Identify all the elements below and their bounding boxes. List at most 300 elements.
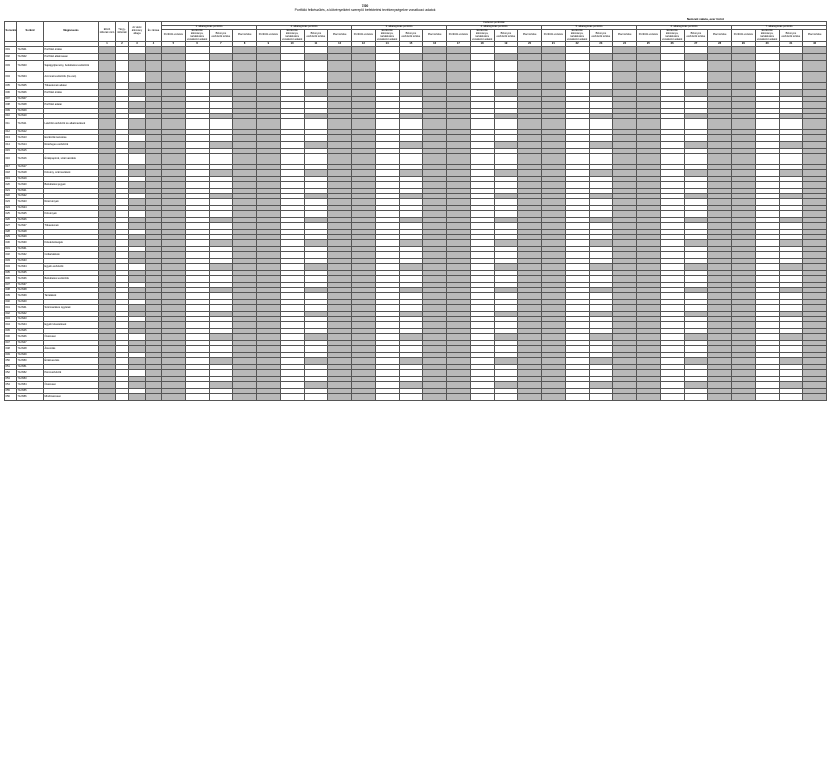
data-cell <box>185 211 209 218</box>
row-code: 712N35 <box>17 271 44 276</box>
data-cell <box>779 142 803 149</box>
row-number: 032 <box>5 252 17 259</box>
data-cell <box>399 276 423 283</box>
data-cell <box>328 211 352 218</box>
data-cell <box>423 135 447 142</box>
data-cell <box>803 334 827 341</box>
data-cell <box>280 211 304 218</box>
data-cell <box>233 394 257 401</box>
data-cell <box>732 211 756 218</box>
data-cell <box>542 382 566 389</box>
col-group-1: 1. alkategóriás portfólió <box>162 25 257 29</box>
data-cell <box>375 322 399 329</box>
data-cell <box>660 61 684 72</box>
data-cell <box>116 322 129 329</box>
data-cell <box>328 240 352 247</box>
col-sub: Eszközök állománya, tartalékokra vonatkozó adatok <box>661 28 683 41</box>
data-cell <box>423 142 447 149</box>
data-cell <box>209 90 233 97</box>
data-cell <box>660 47 684 54</box>
data-cell <box>233 135 257 142</box>
data-cell <box>637 142 661 149</box>
report-table <box>4 21 827 401</box>
data-cell <box>755 240 779 247</box>
data-cell <box>209 293 233 300</box>
data-cell <box>518 199 542 206</box>
data-cell <box>146 72 162 83</box>
data-cell <box>99 54 116 61</box>
data-cell <box>129 135 146 142</box>
data-cell <box>399 47 423 54</box>
row-code: 712N12 <box>17 130 44 135</box>
data-cell <box>352 90 376 97</box>
data-cell <box>233 154 257 165</box>
data-cell <box>209 394 233 401</box>
row-code: 712N50 <box>17 358 44 365</box>
data-cell <box>637 90 661 97</box>
data-cell <box>684 370 708 377</box>
row-label: Összesen <box>44 334 99 341</box>
col-sorkod: Sorkód <box>17 22 44 42</box>
data-cell <box>708 370 732 377</box>
data-cell <box>542 264 566 271</box>
col-sub: Portfólió vezetés <box>162 29 186 42</box>
data-cell <box>803 182 827 189</box>
data-cell <box>518 54 542 61</box>
table-row <box>5 223 827 230</box>
data-cell <box>116 264 129 271</box>
data-cell <box>589 240 613 247</box>
data-cell <box>542 54 566 61</box>
data-cell <box>146 135 162 142</box>
row-number: 052 <box>5 370 17 377</box>
data-cell <box>423 119 447 130</box>
data-cell <box>209 334 233 341</box>
table-row <box>5 142 827 149</box>
data-cell <box>684 382 708 389</box>
row-number: 036 <box>5 276 17 283</box>
data-cell <box>257 223 281 230</box>
data-cell <box>779 276 803 283</box>
data-cell <box>209 142 233 149</box>
table-row <box>5 135 827 142</box>
data-cell <box>637 382 661 389</box>
data-cell <box>732 240 756 247</box>
data-cell <box>129 293 146 300</box>
data-cell <box>518 264 542 271</box>
data-cell <box>589 358 613 365</box>
data-cell <box>732 199 756 206</box>
data-cell <box>280 135 304 142</box>
data-cell <box>352 199 376 206</box>
data-cell <box>755 211 779 218</box>
data-cell <box>565 346 589 353</box>
row-code: 712N04 <box>17 72 44 83</box>
data-cell <box>146 199 162 206</box>
data-cell <box>129 211 146 218</box>
row-code: 712N51 <box>17 365 44 370</box>
data-cell <box>589 264 613 271</box>
row-label: Sajátgyűjtemény, befektetési eszközök <box>44 61 99 72</box>
col-number: 5 <box>162 42 186 47</box>
data-cell <box>257 119 281 130</box>
data-cell <box>542 334 566 341</box>
data-cell <box>732 370 756 377</box>
data-cell <box>280 199 304 206</box>
data-cell <box>660 252 684 259</box>
data-cell <box>375 370 399 377</box>
data-cell <box>708 211 732 218</box>
data-cell <box>684 346 708 353</box>
data-cell <box>423 240 447 247</box>
data-cell <box>803 305 827 312</box>
data-cell <box>542 83 566 90</box>
data-cell <box>494 358 518 365</box>
row-code: 712N05 <box>17 83 44 90</box>
data-cell <box>660 83 684 90</box>
data-cell <box>185 252 209 259</box>
table-row <box>5 211 827 218</box>
data-cell <box>708 54 732 61</box>
data-cell <box>304 199 328 206</box>
data-cell <box>565 370 589 377</box>
col-sub: Piaci értéke <box>613 29 637 42</box>
row-number: 022 <box>5 194 17 199</box>
data-cell <box>613 72 637 83</box>
data-cell <box>375 199 399 206</box>
data-cell <box>146 346 162 353</box>
col-sub: Bizonyos eszközök értéke <box>399 29 423 42</box>
data-cell <box>116 199 129 206</box>
data-cell <box>129 142 146 149</box>
data-cell <box>423 83 447 90</box>
data-cell <box>589 47 613 54</box>
data-cell <box>637 346 661 353</box>
data-cell <box>257 293 281 300</box>
data-cell <box>803 211 827 218</box>
row-code: 712N39 <box>17 293 44 300</box>
data-cell <box>447 334 471 341</box>
row-label: Portfólió adatai <box>44 102 99 109</box>
data-cell <box>352 223 376 230</box>
data-cell <box>565 199 589 206</box>
data-cell <box>470 182 494 189</box>
col-group-top: Fedezeti portfóliók <box>162 22 827 26</box>
data-cell <box>328 223 352 230</box>
data-cell <box>755 382 779 389</box>
data-cell <box>129 47 146 54</box>
data-cell <box>755 199 779 206</box>
data-cell <box>99 119 116 130</box>
data-cell <box>518 305 542 312</box>
col-number: 13 <box>352 42 376 47</box>
data-cell <box>755 61 779 72</box>
data-cell <box>375 135 399 142</box>
data-cell <box>447 83 471 90</box>
row-code: 712N41 <box>17 305 44 312</box>
data-cell <box>613 240 637 247</box>
data-cell <box>375 47 399 54</box>
data-cell <box>352 346 376 353</box>
row-label: Portfólió értéke <box>44 90 99 97</box>
data-cell <box>470 47 494 54</box>
data-cell <box>304 252 328 259</box>
data-cell <box>399 154 423 165</box>
data-cell <box>755 72 779 83</box>
data-cell <box>637 252 661 259</box>
col-number: 23 <box>589 42 613 47</box>
data-cell <box>328 264 352 271</box>
data-cell <box>542 142 566 149</box>
row-number: 013 <box>5 135 17 142</box>
data-cell <box>146 322 162 329</box>
data-cell <box>637 264 661 271</box>
data-cell <box>542 154 566 165</box>
data-cell <box>660 182 684 189</box>
data-cell <box>470 240 494 247</box>
data-cell <box>613 135 637 142</box>
data-cell <box>447 358 471 365</box>
data-cell <box>375 119 399 130</box>
row-number: 011 <box>5 119 17 130</box>
data-cell <box>146 170 162 177</box>
data-cell <box>280 223 304 230</box>
data-cell <box>146 276 162 283</box>
data-cell <box>129 199 146 206</box>
row-label: Portfólió értéke <box>44 47 99 54</box>
data-cell <box>613 382 637 389</box>
data-cell <box>518 223 542 230</box>
row-code: 712N22 <box>17 194 44 199</box>
data-cell <box>328 305 352 312</box>
data-cell <box>399 252 423 259</box>
data-cell <box>565 90 589 97</box>
data-cell <box>637 293 661 300</box>
col-number: 6 <box>185 42 209 47</box>
row-label: Átsorolás <box>44 346 99 353</box>
data-cell <box>352 119 376 130</box>
report-title: Portfólió felkészülés, a kötvényeiként szereplő befektetési tevékenységekre vonatkozó adatok <box>294 8 436 12</box>
data-cell <box>328 394 352 401</box>
data-cell <box>755 54 779 61</box>
data-cell <box>352 358 376 365</box>
data-cell <box>280 54 304 61</box>
data-cell <box>129 182 146 189</box>
data-cell <box>684 182 708 189</box>
data-cell <box>209 211 233 218</box>
data-cell <box>280 142 304 149</box>
data-cell <box>328 61 352 72</box>
col-group-4: 4. alkategóriás portfólió <box>447 25 542 29</box>
data-cell <box>470 72 494 83</box>
data-cell <box>352 211 376 218</box>
table-row <box>5 322 827 329</box>
row-number: 016 <box>5 154 17 165</box>
data-cell <box>280 322 304 329</box>
data-cell <box>470 154 494 165</box>
data-cell <box>423 358 447 365</box>
data-cell <box>613 223 637 230</box>
data-cell <box>304 61 328 72</box>
data-cell <box>423 182 447 189</box>
col-elozo: Előző időszak záró <box>99 22 116 42</box>
col-number: 30 <box>755 42 779 47</box>
data-cell <box>708 72 732 83</box>
data-cell <box>99 83 116 90</box>
data-cell <box>185 240 209 247</box>
data-cell <box>233 61 257 72</box>
data-cell <box>565 182 589 189</box>
data-cell <box>542 322 566 329</box>
data-cell <box>542 346 566 353</box>
data-cell <box>146 102 162 109</box>
data-cell <box>328 170 352 177</box>
row-label: Kötvények <box>44 211 99 218</box>
data-cell <box>518 346 542 353</box>
row-number: 055 <box>5 389 17 394</box>
col-number: 27 <box>684 42 708 47</box>
row-code: 712N31 <box>17 247 44 252</box>
data-cell <box>684 54 708 61</box>
table-row <box>5 154 827 165</box>
data-cell <box>423 170 447 177</box>
data-cell <box>565 382 589 389</box>
data-cell <box>447 240 471 247</box>
row-code: 712N49 <box>17 353 44 358</box>
data-cell <box>162 83 186 90</box>
data-cell <box>708 170 732 177</box>
data-cell <box>99 394 116 401</box>
data-cell <box>470 102 494 109</box>
data-cell <box>470 199 494 206</box>
table-row <box>5 370 827 377</box>
data-cell <box>660 382 684 389</box>
data-cell <box>375 102 399 109</box>
data-cell <box>470 322 494 329</box>
data-cell <box>304 90 328 97</box>
row-code: 712N26 <box>17 218 44 223</box>
data-cell <box>589 394 613 401</box>
data-cell <box>116 211 129 218</box>
data-cell <box>470 293 494 300</box>
data-cell <box>684 223 708 230</box>
col-group-3: 3. alkategóriás portfólió <box>352 25 447 29</box>
data-cell <box>542 293 566 300</box>
data-cell <box>233 170 257 177</box>
row-code: 712N29 <box>17 235 44 240</box>
data-cell <box>99 102 116 109</box>
data-cell <box>352 394 376 401</box>
table-row <box>5 240 827 247</box>
data-cell <box>116 240 129 247</box>
data-cell <box>209 83 233 90</box>
row-number: 035 <box>5 271 17 276</box>
row-number: 014 <box>5 142 17 149</box>
data-cell <box>779 382 803 389</box>
data-cell <box>447 72 471 83</box>
row-code: 712N37 <box>17 283 44 288</box>
data-cell <box>257 305 281 312</box>
row-code: 712N20 <box>17 182 44 189</box>
row-number: 020 <box>5 182 17 189</box>
row-number: 027 <box>5 223 17 230</box>
data-cell <box>185 276 209 283</box>
row-code: 712N16 <box>17 154 44 165</box>
data-cell <box>803 240 827 247</box>
data-cell <box>470 394 494 401</box>
row-number: 045 <box>5 329 17 334</box>
data-cell <box>209 223 233 230</box>
data-cell <box>162 293 186 300</box>
data-cell <box>684 211 708 218</box>
data-cell <box>637 240 661 247</box>
data-cell <box>589 293 613 300</box>
col-sub: Portfólió vezetés <box>352 29 376 42</box>
data-cell <box>146 358 162 365</box>
row-code: 712N01 <box>17 47 44 54</box>
data-cell <box>116 382 129 389</box>
data-cell <box>209 382 233 389</box>
data-cell <box>755 83 779 90</box>
data-cell <box>684 47 708 54</box>
col-number: 28 <box>708 42 732 47</box>
data-cell <box>565 334 589 341</box>
data-cell <box>589 182 613 189</box>
data-cell <box>494 102 518 109</box>
table-row <box>5 102 827 109</box>
data-cell <box>637 72 661 83</box>
data-cell <box>565 305 589 312</box>
data-cell <box>518 182 542 189</box>
data-cell <box>470 370 494 377</box>
data-cell <box>565 119 589 130</box>
data-cell <box>684 394 708 401</box>
data-cell <box>470 142 494 149</box>
col-sub: Portfólió vezetés <box>542 29 566 42</box>
data-cell <box>280 305 304 312</box>
data-cell <box>162 334 186 341</box>
row-code: 712N44 <box>17 322 44 329</box>
data-cell <box>257 199 281 206</box>
row-label: Portfólió alkalmasan <box>44 54 99 61</box>
row-number: 028 <box>5 230 17 235</box>
table-row <box>5 358 827 365</box>
col-sub: Bizonyos eszközök értéke <box>684 29 708 42</box>
col-sub: Portfólió vezetés <box>637 29 661 42</box>
data-cell <box>470 170 494 177</box>
data-cell <box>162 90 186 97</box>
data-cell <box>399 293 423 300</box>
data-cell <box>470 334 494 341</box>
data-cell <box>328 346 352 353</box>
data-cell <box>494 154 518 165</box>
data-cell <box>494 276 518 283</box>
data-cell <box>146 90 162 97</box>
row-code: 712N03 <box>17 61 44 72</box>
data-cell <box>352 170 376 177</box>
data-cell <box>447 119 471 130</box>
data-cell <box>257 90 281 97</box>
data-cell <box>328 72 352 83</box>
data-cell <box>660 223 684 230</box>
col-sub: Bizonyos eszközök értéke <box>779 29 803 42</box>
data-cell <box>613 293 637 300</box>
data-cell <box>304 293 328 300</box>
data-cell <box>328 293 352 300</box>
data-cell <box>542 223 566 230</box>
data-cell <box>129 223 146 230</box>
col-number: 2 <box>116 42 129 47</box>
